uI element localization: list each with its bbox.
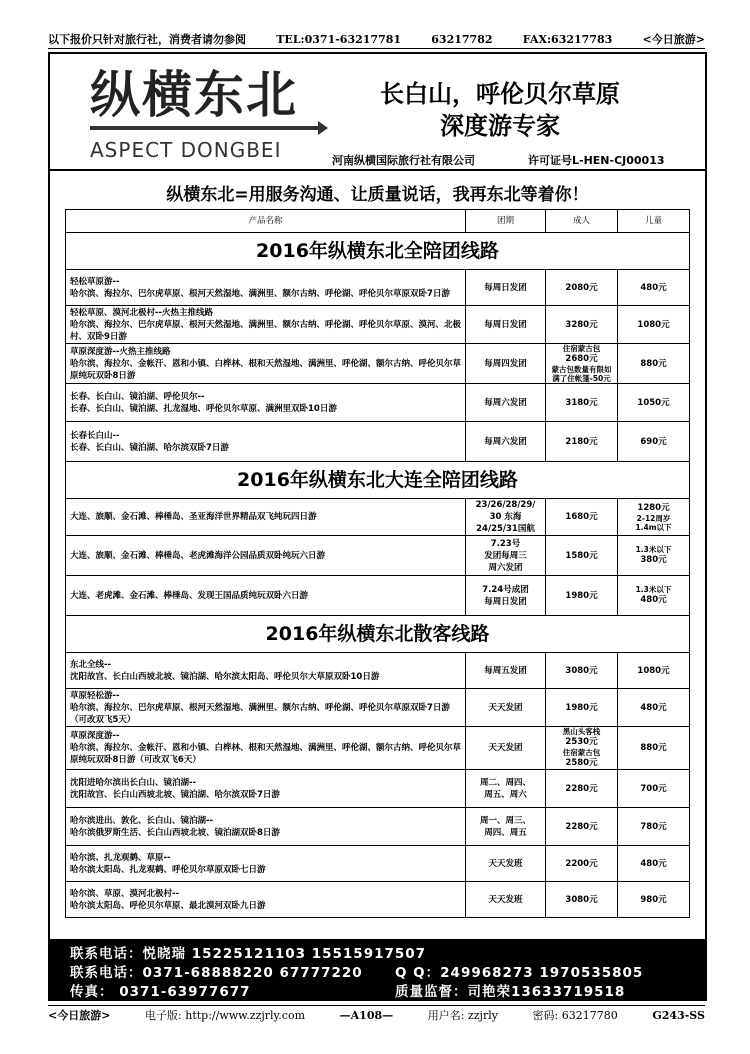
route-adult-price: 1980元 [546,689,618,727]
table-row [66,808,690,846]
license-number: 许可证号L-HEN-CJ00013 [528,154,665,167]
schedule-line: 周四、周五 [484,827,527,838]
route-name: 哈尔滨、扎龙观鹤、草原-- [70,852,171,863]
table-row [66,270,690,306]
route-schedule: 每周日发团 [466,306,546,344]
route-name: 轻松草原、漠河北极村--火热主推线路 [70,307,214,318]
route-child-price: 1050元 [618,384,690,422]
adult-price-line: 2530元 [565,737,598,747]
fax-text: FAX:63217783 [522,32,613,46]
route-child-price: 980元 [618,882,690,918]
table-row [66,536,690,576]
table-row [66,306,690,344]
route-desc: 哈尔滨、海拉尔、巴尔虎草原、根河天然湿地、满洲里、额尔古纳、呼伦湖、呼伦贝尔草原双卧7日游（可改双飞5天） [70,702,450,725]
company-name: 河南纵横国际旅行社有限公司 [332,154,475,167]
route-adult-price: 2080元 [546,270,618,306]
route-desc: 哈尔滨、海拉尔、巴尔虎草原、根河天然湿地、满洲里、额尔古纳、呼伦湖、呼伦贝尔草原双卧7日游 [70,288,450,299]
schedule-line: 发团每周三 [484,550,527,561]
tel-text: TEL:0371-63217781 [276,32,402,46]
qq-line: Q Q：249968273 1970535805 [395,965,644,981]
adult-price-line: 黑山头客栈 [562,727,601,736]
route-schedule: 每周五发团 [466,653,546,689]
route-schedule [466,536,546,576]
route-child-price: 880元 [618,344,690,384]
schedule-line: 周一、周三、 [479,815,531,826]
route-child-price: 880元 [618,727,690,770]
schedule-line: 每周日发团 [484,596,527,607]
route-adult-price: 3080元 [546,653,618,689]
table-row [66,846,690,882]
route-child-price: 480元 [618,846,690,882]
route-child-price [618,536,690,576]
schedule-line: 24/25/31国航 [476,524,535,534]
route-adult-price: 3180元 [546,384,618,422]
header-name: 产品名称 [66,210,466,233]
route-desc: 大连、旅顺、金石滩、棒棰岛、圣亚海洋世界精品双飞纯玩四日游 [66,499,466,536]
route-desc: 哈尔滨太阳岛、扎龙观鹤、呼伦贝尔草原双卧七日游 [70,864,266,875]
section-title: 2016年纵横东北全陪团线路 [66,233,690,270]
route-child-price [618,576,690,616]
route-desc: 哈尔滨、海拉尔、金帐汗、恩和小镇、白桦林、根和天然湿地、满洲里、呼伦湖、额尔古纳、呼伦贝尔草原纯玩双卧8日游（可改双飞6天） [70,743,462,765]
route-schedule: 天天发团 [466,689,546,727]
header-schedule: 团期 [466,210,546,233]
route-name: 长春长白山-- [70,430,120,441]
schedule-line: 周六发团 [488,562,523,573]
route-desc: 沈阳故宫、长白山西坡北坡、镜泊湖、哈尔滨太阳岛、呼伦贝尔大草原双卧10日游 [70,671,380,682]
bottom-info-bar [48,1005,705,1024]
child-price-line: 1.3米以下 [635,545,672,554]
route-child-price: 1080元 [618,653,690,689]
contact-footer [50,939,705,999]
header-adult: 成人 [546,210,618,233]
route-schedule: 天天发团 [466,727,546,770]
route-schedule [466,576,546,616]
username-text: 用户名: zzjrly [427,1009,498,1022]
route-schedule: 天天发班 [466,846,546,882]
route-child-price: 690元 [618,422,690,462]
route-schedule: 每周日发团 [466,270,546,306]
table-row [66,727,690,770]
headline-line2: 深度游专家 [440,112,560,140]
route-adult-price: 1580元 [546,536,618,576]
table-header [66,210,690,233]
child-price-line: 380元 [640,555,667,565]
adult-price-line: 住宿蒙古包 [562,748,601,757]
advert-frame [48,52,707,1001]
route-desc: 大连、老虎滩、金石滩、棒棰岛、发现王国品质纯玩双卧六日游 [66,576,466,616]
section-title: 2016年纵横东北大连全陪团线路 [66,462,690,499]
child-price-line: 1.4m以下 [635,523,672,532]
route-desc: 哈尔滨俄罗斯生活、长白山西坡北坡、镜泊湖双卧8日游 [70,827,280,838]
route-schedule [466,770,546,808]
bottom-brand: <今日旅游> [48,1009,111,1022]
route-schedule: 每周六发团 [466,422,546,462]
route-desc: 长春、长白山、镜泊湖、扎龙湿地、呼伦贝尔草原、满洲里双卧10日游 [70,403,337,414]
adult-price-note: 蒙古包数量有限如满了住帐篷-50元 [551,365,612,383]
child-price-line: 2-12周岁 [636,514,671,523]
table-row [66,770,690,808]
route-child-price: 780元 [618,808,690,846]
route-name: 草原轻松游-- [70,690,120,701]
table-row [66,689,690,727]
logo-chinese: 纵横东北 [90,66,298,124]
route-desc: 哈尔滨、海拉尔、巴尔虎草原、根河天然湿地、满洲里、额尔古纳、呼伦湖、呼伦贝尔草原、漠河、北极村、双卧9日游 [70,319,462,342]
slogan-text: 纵横东北=用服务沟通、让质量说话，我再东北等着你！ [166,185,589,205]
section-title: 2016年纵横东北散客线路 [66,616,690,653]
child-price-line: 1.3米以下 [635,585,672,594]
notice-text: 以下报价只针对旅行社，消费者请勿参阅 [48,33,246,46]
route-adult-price: 2280元 [546,770,618,808]
route-adult-price: 3280元 [546,306,618,344]
route-name: 轻松草原游-- [70,276,120,287]
route-name: 哈尔滨进出、敦化、长白山、镜泊湖-- [70,815,214,826]
routes-table [65,209,690,918]
headline [340,78,660,142]
fax-line: 传真： 0371-63977677 [70,984,251,1000]
table-row [66,882,690,918]
route-adult-price: 1680元 [546,499,618,536]
route-name: 哈尔滨、草原、漠河北极村-- [70,888,180,899]
route-adult-price: 2280元 [546,808,618,846]
route-desc: 沈阳故宫、长白山西坡北坡、镜泊湖、哈尔滨双卧7日游 [70,789,280,800]
route-child-price [618,499,690,536]
route-schedule [466,808,546,846]
route-schedule: 每周六发团 [466,384,546,422]
section-title-row [66,233,690,270]
route-desc: 哈尔滨太阳岛、呼伦贝尔草原、最北漠河双卧九日游 [70,900,266,911]
schedule-line: 7.23号 [490,538,521,549]
route-name: 沈阳进哈尔滨出长白山、镜泊湖-- [70,777,197,788]
route-adult-cell [546,727,618,770]
route-name: 草原深度游--火热主推线路 [70,346,171,357]
section-title-row [66,462,690,499]
route-adult-price: 2200元 [546,846,618,882]
route-name: 长春、长白山、镜泊湖、呼伦贝尔-- [70,391,205,402]
route-adult-price: 3080元 [546,882,618,918]
table-row [66,422,690,462]
route-desc: 大连、旅顺、金石滩、棒棰岛、老虎滩海洋公园品质双卧纯玩六日游 [66,536,466,576]
route-adult-price: 2680元 [565,354,598,364]
page-number: —A108— [339,1008,394,1022]
route-adult-price: 1980元 [546,576,618,616]
route-child-price: 480元 [618,270,690,306]
route-adult-cell [546,344,618,384]
section-title-row [66,616,690,653]
adult-price-pre: 住宿蒙古包 [562,344,601,353]
header-child: 儿童 [618,210,690,233]
route-schedule: 天天发班 [466,882,546,918]
headline-line1: 长白山，呼伦贝尔草原 [380,80,620,108]
route-schedule [466,499,546,536]
route-name: 草原深度游-- [70,731,120,741]
route-child-price: 480元 [618,689,690,727]
table-row [66,499,690,536]
route-desc: 哈尔滨、海拉尔、金帐汗、恩和小镇、白桦林、根和天然湿地、满洲里、呼伦湖、额尔古纳、呼伦贝尔草原纯玩双卧8日游 [70,358,462,381]
schedule-line: 7.24号成团 [482,584,529,595]
logo-arrow-icon [90,126,320,130]
logo-english: ASPECT DONGBEI [90,138,282,162]
page-code: G243-SS [652,1008,705,1022]
route-child-price: 700元 [618,770,690,808]
supervision-line: 质量监督：司艳荣13633719518 [395,984,626,1000]
route-child-price: 1080元 [618,306,690,344]
brand-text: <今日旅游> [642,33,705,46]
contact-line-1: 联系电话：悦晓瑞 15225121103 15515917507 [70,946,427,962]
route-schedule: 每周四发团 [466,344,546,384]
route-name: 东北全线-- [70,659,112,670]
child-price-line: 1280元 [637,503,670,513]
adult-price-line: 2580元 [565,758,598,768]
child-price-line: 480元 [640,595,667,605]
schedule-line: 周二、周四、 [479,777,531,788]
schedule-line: 30 东海 [489,512,522,522]
schedule-line: 23/26/28/29/ [475,500,536,510]
contact-line-2: 联系电话：0371-68888220 67777220 [70,965,363,981]
table-row [66,384,690,422]
schedule-line: 周五、周六 [484,789,527,800]
website-text: 电子版: http://www.zzjrly.com [145,1009,306,1022]
top-info-bar [48,30,705,49]
table-row [66,576,690,616]
table-row [66,344,690,384]
route-adult-price: 2180元 [546,422,618,462]
password-text: 密码: 63217780 [532,1009,618,1022]
table-row [66,653,690,689]
route-desc: 长春、长白山、镜泊湖、哈尔滨双卧7日游 [70,442,229,453]
tel2-text: 63217782 [431,32,493,46]
